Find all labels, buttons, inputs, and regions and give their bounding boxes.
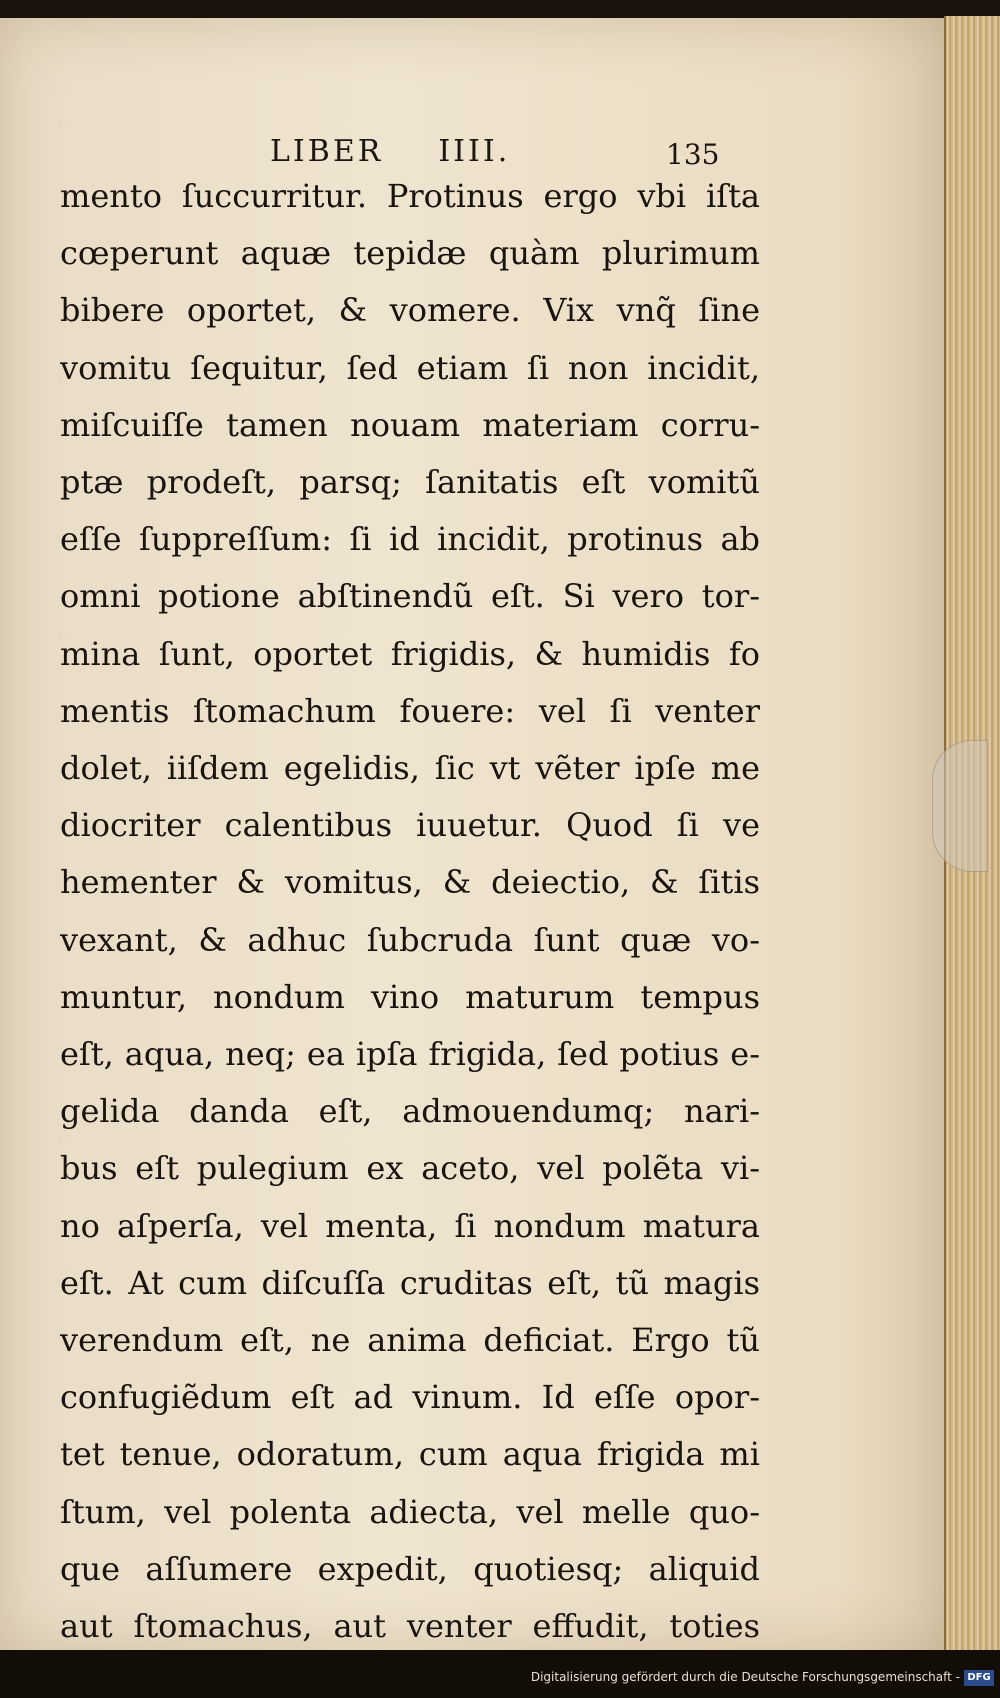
text-line: que aſſumere expedit, quotiesq; aliquid (60, 1549, 760, 1588)
text-line: bus eſt pulegium ex aceto, vel polẽta vi- (60, 1149, 760, 1188)
running-head-title: LIBER (270, 134, 384, 169)
text-line: cœperunt aquæ tepidæ quàm plurimum (60, 234, 760, 273)
text-line: verendum eſt, ne anima deficiat. Ergo tũ (60, 1321, 760, 1360)
text-line: bibere oportet, & vomere. Vix vnq̃ ſine (60, 291, 760, 330)
text-line: eſſe ſuppreſſum: ſi id incidit, protinus ab (60, 520, 760, 559)
text-line: eſt, aqua, neq; ea ipſa frigida, ſed potius e- (60, 1035, 760, 1074)
text-line: diocriter calentibus iuuetur. Quod ſi ve (60, 806, 760, 845)
body-text (60, 168, 760, 1655)
text-line: ſtum, vel polenta adiecta, vel melle quo- (60, 1492, 760, 1531)
text-line: dolet, iiſdem egelidis, ſic vt vẽter ipſe me (60, 749, 760, 788)
digitization-footer (0, 1650, 1000, 1698)
dfg-logo: DFG (964, 1670, 994, 1686)
text-line: mentis ſtomachum fouere: vel ſi venter (60, 691, 760, 730)
funding-credit: Digitalisierung gefördert durch die Deutsche Forschungsgemeinschaft - (530, 1670, 960, 1684)
text-line: no aſperſa, vel menta, ſi nondum matura (60, 1206, 760, 1245)
text-line: eſt. At cum diſcuſſa cruditas eſt, tũ magis (60, 1263, 760, 1302)
page-number: 135 (666, 138, 720, 171)
running-head-book-number: IIII. (438, 134, 511, 169)
text-line: confugiẽdum eſt ad vinum. Id eſſe opor- (60, 1378, 760, 1417)
text-line: mina ſunt, oportet frigidis, & humidis fo (60, 634, 760, 673)
text-line: vexant, & adhuc ſubcruda ſunt quæ vo- (60, 920, 760, 959)
text-line: mento ſuccurritur. Protinus ergo vbi iſta (60, 177, 760, 215)
page-clip (932, 740, 988, 872)
text-line: aut ſtomachus, aut venter effudit, toties (60, 1607, 760, 1646)
text-line: gelida danda eſt, admouendumq; nari- (60, 1092, 760, 1131)
text-line: omni potione abſtinendũ eſt. Si vero tor- (60, 577, 760, 616)
book-page (0, 18, 950, 1650)
text-line: miſcuiſſe tamen nouam materiam corru- (60, 405, 760, 444)
text-line: ptæ prodeſt, parsq; ſanitatis eſt vomitũ (60, 463, 760, 502)
text-line: tet tenue, odoratum, cum aqua frigida mi (60, 1435, 760, 1474)
text-line: hementer & vomitus, & deiectio, & ſitis (60, 863, 760, 902)
text-line: vomitu ſequitur, ſed etiam ſi non incidit, (60, 348, 760, 387)
text-line: muntur, nondum vino maturum tempus (60, 977, 760, 1016)
